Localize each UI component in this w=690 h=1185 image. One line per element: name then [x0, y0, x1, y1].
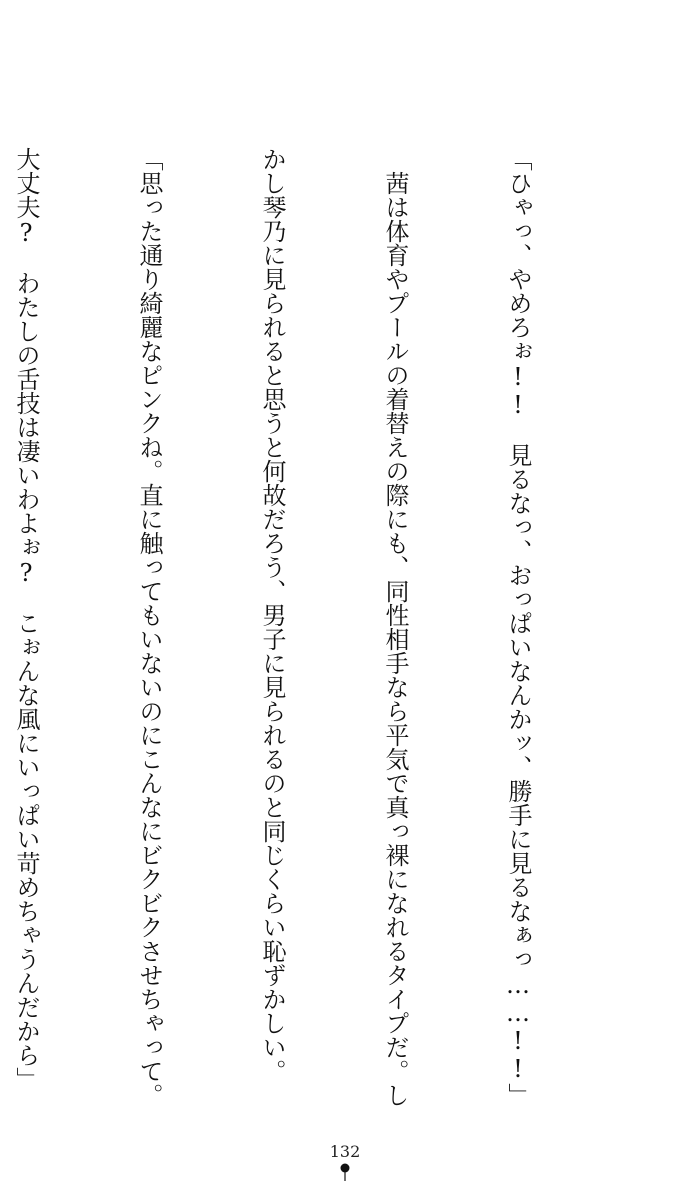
text-line: かし琴乃に見られると思うと何故だろう、男子に見られるのと同じくらい恥ずかしい。: [258, 147, 286, 1083]
page-number: 132: [329, 1142, 361, 1161]
text-line: 「ひゃっ、やめろぉ!! 見るなっ、おっぱいなんかッ、勝手に見るなぁっ……!!」: [504, 147, 532, 1107]
text-line: 「思った通り綺麗なピンクね。直に触ってもいないのにこんなにビクビクさせちゃって。: [135, 147, 163, 1107]
page-marker-icon: [339, 1163, 351, 1181]
vertical-text-body: [12, 147, 620, 1107]
text-line: 茜は体育やプールの着替えの際にも、同性相手なら平気で真っ裸になれるタイプだ。し: [381, 147, 409, 1107]
text-line: 大丈夫? わたしの舌技は凄いわよぉ? こぉんな風にいっぱい苛めちゃうんだから」: [12, 147, 40, 1091]
